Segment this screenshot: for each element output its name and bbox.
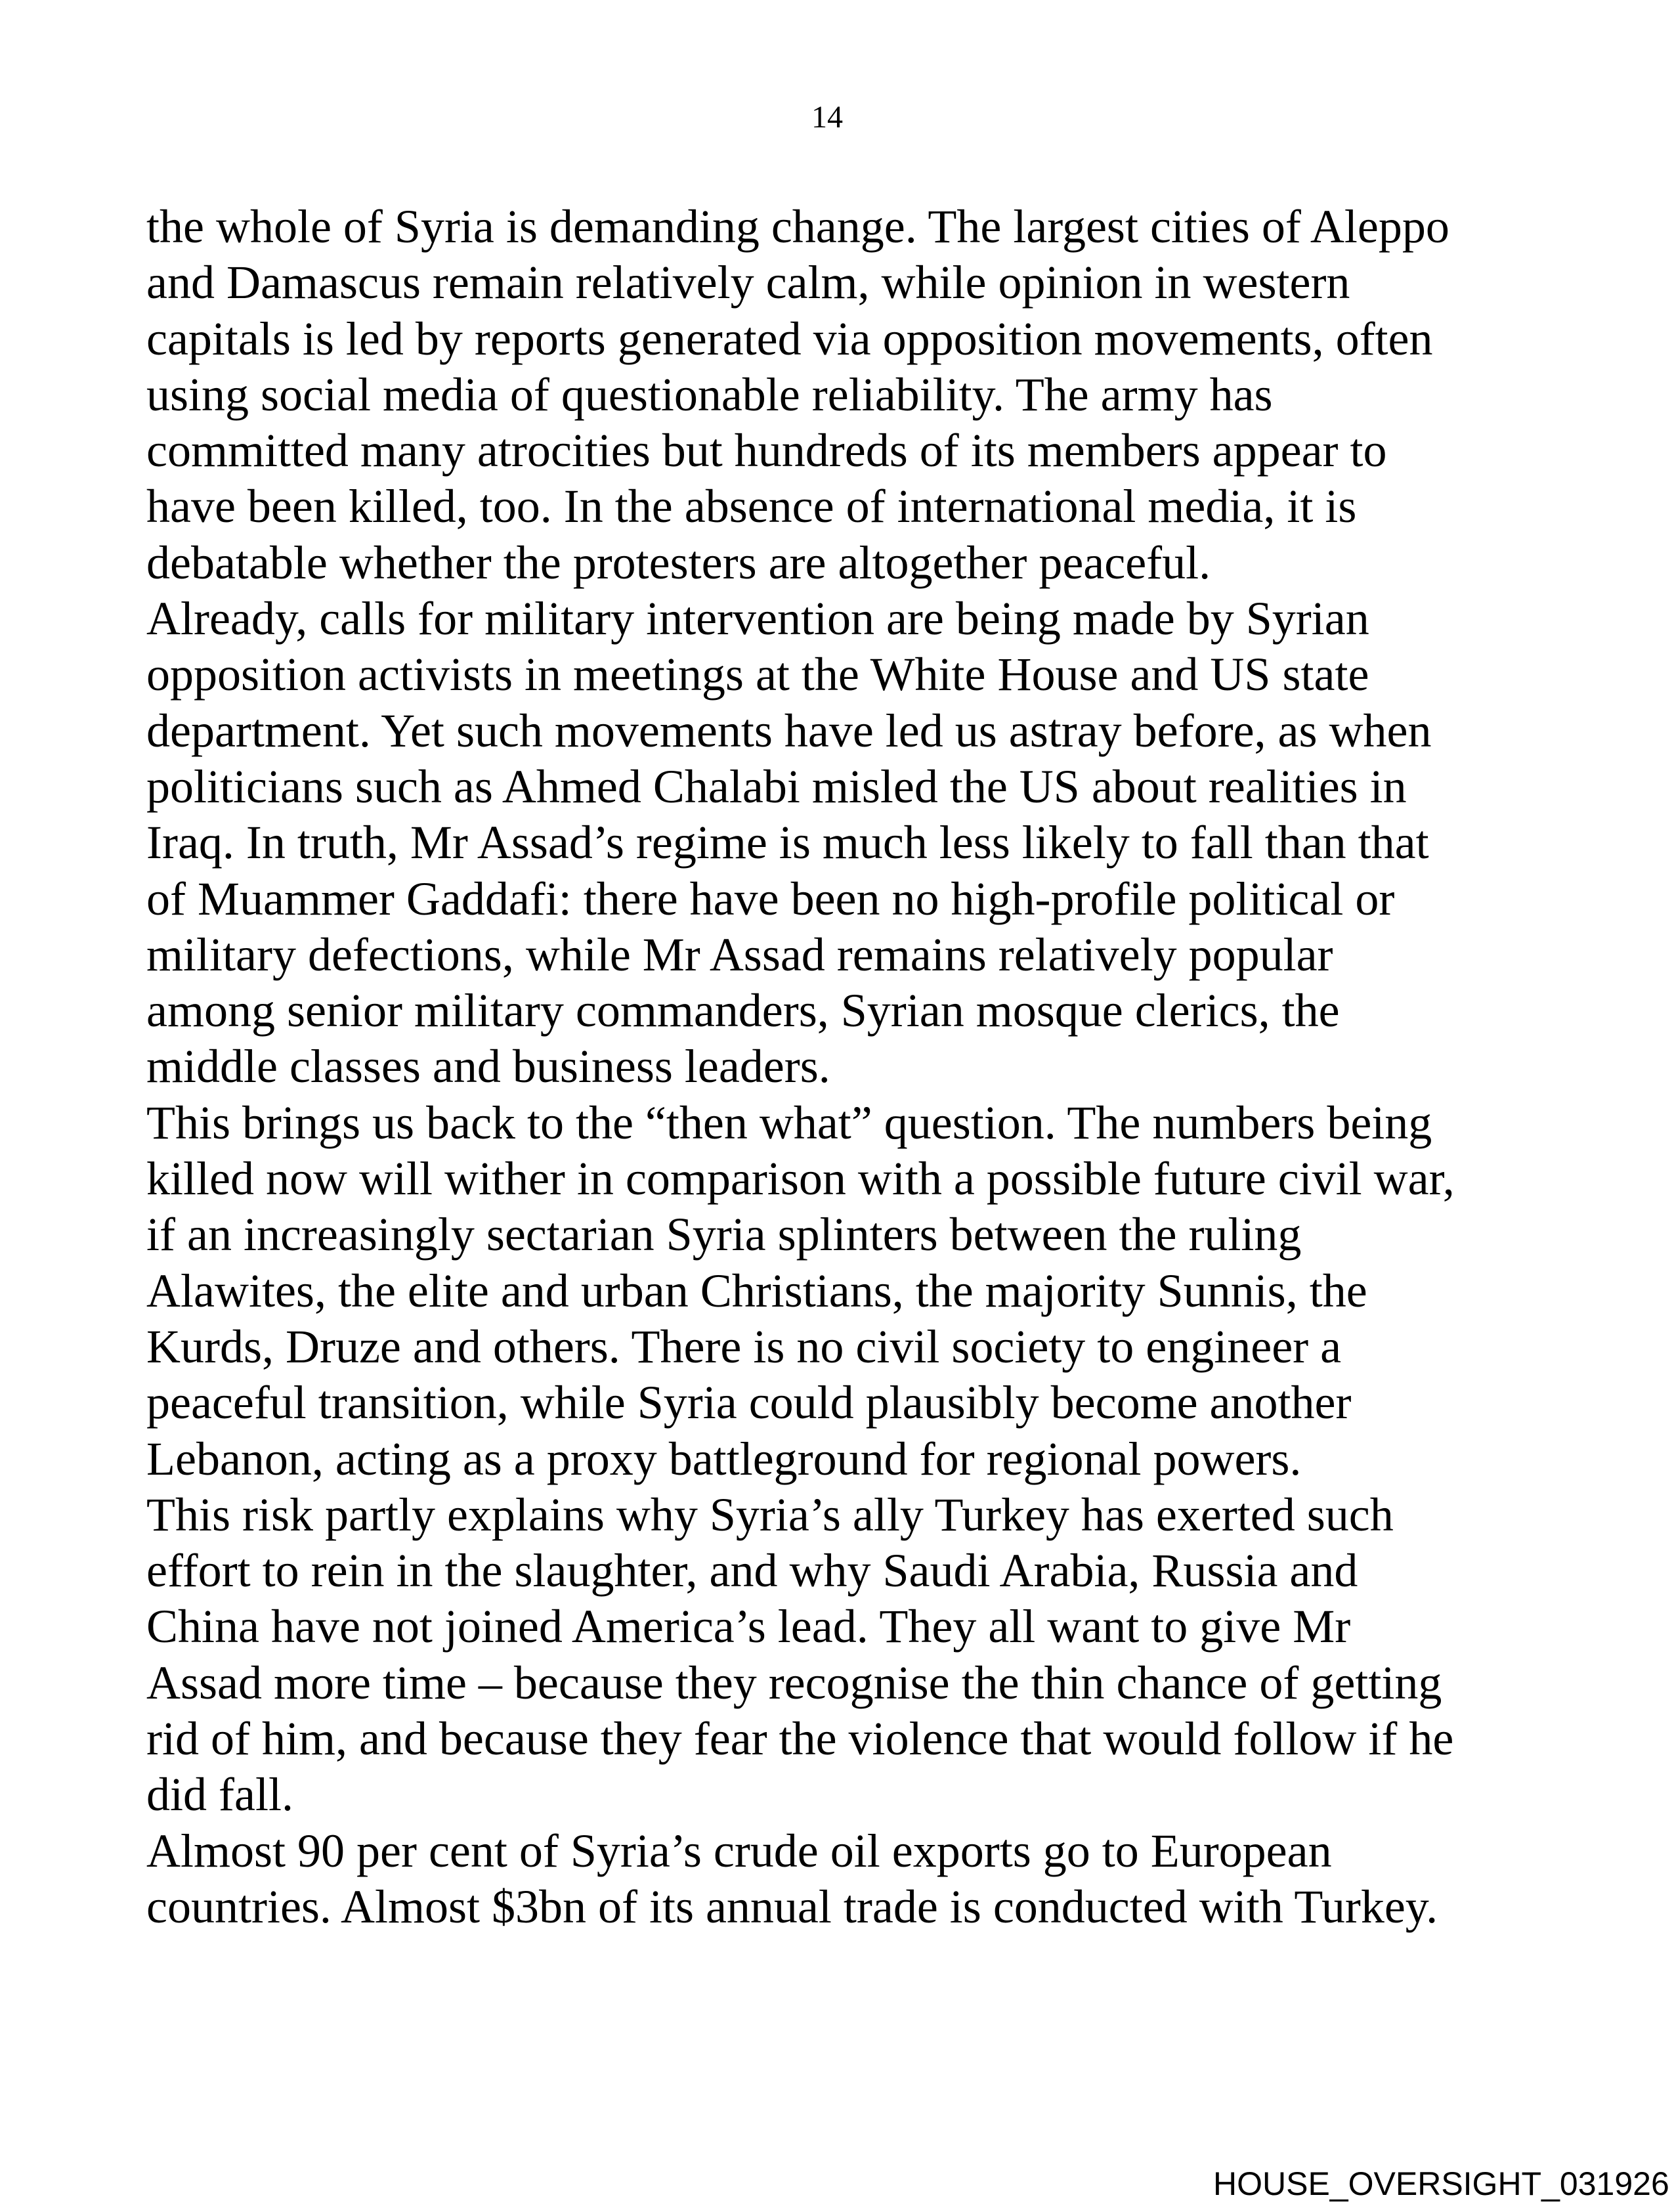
text-line: if an increasingly sectarian Syria splinters between the ruling bbox=[146, 1208, 1302, 1261]
text-line: committed many atrocities but hundreds of its members appear to bbox=[146, 424, 1387, 477]
text-line: capitals is led by reports generated via opposition movements, often bbox=[146, 312, 1433, 365]
text-line: Assad more time – because they recognise the thin chance of getting bbox=[146, 1656, 1442, 1709]
text-line: Lebanon, acting as a proxy battleground for regional powers. bbox=[146, 1432, 1302, 1485]
text-line: Iraq. In truth, Mr Assad’s regime is much less likely to fall than that bbox=[146, 816, 1429, 869]
text-line: Already, calls for military intervention are being made by Syrian bbox=[146, 592, 1369, 645]
text-line: debatable whether the protesters are altogether peaceful. bbox=[146, 536, 1211, 589]
text-line: China have not joined America’s lead. They all want to give Mr bbox=[146, 1600, 1351, 1653]
text-line: the whole of Syria is demanding change. The largest cities of Aleppo bbox=[146, 200, 1449, 253]
text-line: Almost 90 per cent of Syria’s crude oil exports go to European bbox=[146, 1824, 1332, 1877]
text-line: This risk partly explains why Syria’s ally Turkey has exerted such bbox=[146, 1488, 1394, 1541]
text-line: Kurds, Druze and others. There is no civil society to engineer a bbox=[146, 1320, 1342, 1373]
text-line: politicians such as Ahmed Chalabi misled the US about realities in bbox=[146, 760, 1407, 813]
page-number: 14 bbox=[811, 100, 843, 135]
body-text bbox=[146, 199, 1455, 1935]
text-line: military defections, while Mr Assad remains relatively popular bbox=[146, 928, 1333, 981]
text-line: and Damascus remain relatively calm, while opinion in western bbox=[146, 256, 1350, 309]
text-line: killed now will wither in comparison with a possible future civil war, bbox=[146, 1152, 1455, 1205]
text-line: effort to rein in the slaughter, and why Saudi Arabia, Russia and bbox=[146, 1544, 1358, 1597]
text-line: did fall. bbox=[146, 1768, 293, 1821]
text-line: peaceful transition, while Syria could plausibly become another bbox=[146, 1376, 1352, 1429]
text-line: middle classes and business leaders. bbox=[146, 1040, 830, 1093]
text-line: rid of him, and because they fear the violence that would follow if he bbox=[146, 1712, 1454, 1766]
text-line: department. Yet such movements have led us astray before, as when bbox=[146, 704, 1432, 757]
text-line: This brings us back to the “then what” question. The numbers being bbox=[146, 1096, 1432, 1149]
document-id-footer: HOUSE_OVERSIGHT_031926 bbox=[1213, 2165, 1669, 2202]
text-line: opposition activists in meetings at the White House and US state bbox=[146, 648, 1369, 701]
text-line: among senior military commanders, Syrian mosque clerics, the bbox=[146, 984, 1340, 1037]
text-line: have been killed, too. In the absence of international media, it is bbox=[146, 480, 1357, 533]
text-line: countries. Almost $3bn of its annual trade is conducted with Turkey. bbox=[146, 1880, 1438, 1933]
text-line: of Muammer Gaddafi: there have been no high-profile political or bbox=[146, 872, 1395, 925]
text-line: using social media of questionable reliability. The army has bbox=[146, 368, 1273, 421]
text-line: Alawites, the elite and urban Christians, the majority Sunnis, the bbox=[146, 1264, 1367, 1317]
